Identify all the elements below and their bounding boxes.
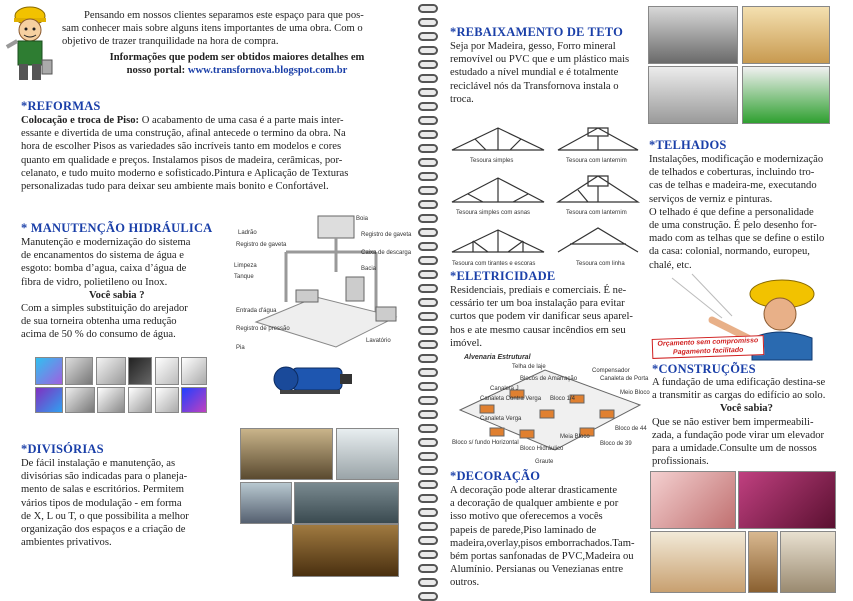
- alvenaria-label: Bloco de 44: [615, 426, 647, 432]
- construcoes-title: *CONSTRUÇÕES: [652, 362, 756, 376]
- divisorias-line: divisórias são indicadas para o planeja-: [21, 471, 188, 483]
- spiral-binding: [418, 0, 438, 600]
- truss-label: Tesoura com lanternim: [566, 158, 627, 164]
- hidraulica-line: esgoto: bomba d’agua, caixa d’água de: [21, 263, 187, 275]
- telhados-body: [649, 153, 849, 272]
- spiral-coil-icon: [418, 480, 438, 489]
- divisorias-title: *DIVISÓRIAS: [21, 442, 104, 456]
- divisorias-line: De fácil instalação e manutenção, as: [21, 458, 176, 469]
- telhados-line: de uma construção. É pelo desenho for-: [649, 220, 817, 232]
- teto-line: reciclável nós da Transfornova instala o: [450, 80, 619, 92]
- decor-photo: [650, 471, 736, 529]
- spiral-coil-icon: [418, 18, 438, 27]
- reformas-subtitle: Colocação e troca de Piso:: [21, 115, 140, 126]
- telhados-line: cas de telhas e madeira-me, executando: [649, 180, 817, 192]
- alvenaria-label: Canaleta Contra Verga: [480, 396, 542, 402]
- ceiling-photo: [742, 6, 830, 64]
- spiral-coil-icon: [418, 256, 438, 265]
- spiral-coil-icon: [418, 592, 438, 601]
- decoracao-title: *DECORAÇÃO: [450, 469, 541, 483]
- budget-stamp: [652, 335, 765, 359]
- decor-photo: [748, 531, 778, 593]
- construcoes-line: A fundação de uma edificação destina-se: [652, 377, 826, 388]
- teto-line: removível ou PVC que e um plástico mais: [450, 54, 630, 66]
- truss-label: Tesoura simples com asnas: [456, 210, 531, 216]
- truss-diagrams: [448, 120, 648, 275]
- portal-link[interactable]: www.transfornova.blogspot.com.br: [187, 65, 348, 77]
- faucet-photo: [65, 387, 95, 413]
- alvenaria-label: Meia Bloco: [560, 434, 590, 440]
- spiral-coil-icon: [418, 32, 438, 41]
- decor-photo: [650, 531, 746, 593]
- telhados-line: mado com as telhas que se define o estilo: [649, 233, 825, 245]
- eletricidade-line: cessário ter um boa instalação para evitar: [450, 298, 625, 310]
- spiral-coil-icon: [418, 326, 438, 335]
- alvenaria-label: Canaleta de Porta: [600, 376, 649, 382]
- spiral-coil-icon: [418, 60, 438, 69]
- spiral-coil-icon: [418, 494, 438, 503]
- alvenaria-label: Telha de laje: [512, 364, 546, 370]
- faucet-photo: [181, 387, 207, 413]
- divisorias-body: [21, 457, 221, 549]
- intro-portal-prefix: nosso portal:: [126, 65, 188, 77]
- construcoes-body: [652, 376, 850, 468]
- spiral-coil-icon: [418, 46, 438, 55]
- office-photo: [336, 428, 399, 480]
- hidraulica-line: fibra de vidro, polietileno ou Inox.: [21, 276, 168, 288]
- construcoes-line: Que se não estiver bem impermeabili-: [652, 416, 814, 428]
- spiral-coil-icon: [418, 452, 438, 461]
- worker-mascot-icon: [2, 2, 58, 84]
- teto-line: estudado a nível mundial e é totalmente: [450, 67, 619, 79]
- spiral-coil-icon: [418, 354, 438, 363]
- spiral-coil-icon: [418, 158, 438, 167]
- truss-label: Tesoura com lanternim: [566, 210, 627, 216]
- spiral-coil-icon: [418, 228, 438, 237]
- construcoes-line: a transmitir as cargas do edifício ao solo.: [652, 390, 826, 402]
- spiral-coil-icon: [418, 270, 438, 279]
- hidraulica-sabia: Você sabia ?: [89, 289, 145, 301]
- hidraulica-line: de sua torneira obtenha uma redução: [21, 316, 177, 328]
- alvenaria-label: Graute: [535, 459, 554, 465]
- ceiling-photo: [648, 66, 738, 124]
- plumbing-label: Ladrão: [238, 230, 257, 236]
- construcoes-line: profissionais.: [652, 456, 709, 468]
- plumbing-diagram: [226, 212, 416, 357]
- teto-line: Seja por Madeira, gesso, Forro mineral: [450, 41, 616, 52]
- office-photo: [240, 428, 333, 480]
- hidraulica-line: de encanamentos do sistema de água e: [21, 250, 184, 262]
- spiral-coil-icon: [418, 522, 438, 531]
- telhados-title: *TELHADOS: [649, 138, 727, 152]
- alvenaria-label: Meio Bloco: [620, 390, 650, 396]
- faucet-photo: [96, 357, 126, 385]
- decoracao-line: bém portas sanfonadas de PVC,Madeira ou: [450, 551, 634, 563]
- decoracao-line: madeira,overlay,pisos emborrachados.Tam-: [450, 537, 635, 549]
- spiral-coil-icon: [418, 242, 438, 251]
- hidraulica-body: [21, 236, 221, 342]
- plumbing-label: Pia: [236, 345, 245, 351]
- divisorias-line: vários tipos de modulação - em forma: [21, 497, 182, 509]
- alvenaria-label: Bloco 1/4: [550, 396, 576, 402]
- spiral-coil-icon: [418, 4, 438, 13]
- spiral-coil-icon: [418, 550, 438, 559]
- decoracao-line: outros.: [450, 577, 480, 589]
- intro-line: Pensando em nossos clientes separamos este espaço para que pos-: [84, 10, 364, 21]
- telhados-line: chalé, etc.: [649, 259, 692, 271]
- spiral-coil-icon: [418, 396, 438, 405]
- alvenaria-label: Compensador: [592, 368, 630, 374]
- spiral-coil-icon: [418, 298, 438, 307]
- alvenaria-label: Canaleta Verga: [480, 416, 522, 422]
- reformas-line: celanato, e tudo muito moderno e sofisticado.Pintura e Aplicação de Texturas: [21, 167, 349, 179]
- faucet-photo: [128, 357, 152, 385]
- plumbing-label: Entrada d'água: [236, 308, 277, 314]
- reformas-line: quanto em qualidade e preços. Instalamos pisos de madeira, cerâmicas, por-: [21, 154, 343, 166]
- stamp-line: Pagamento facilitado: [672, 346, 744, 357]
- alvenaria-diagram: [450, 350, 650, 468]
- decoracao-line: A decoração pode alterar drasticamente: [450, 485, 618, 496]
- construcoes-line: zada, a fundação pode virar um elevador: [652, 429, 825, 441]
- decoracao-line: papeis de parede,Piso laminado de: [450, 524, 597, 536]
- spiral-coil-icon: [418, 410, 438, 419]
- intro-info: Informações que podem ser obtidos maiores detalhes em: [109, 52, 365, 63]
- eletricidade-title: *ELETRICIDADE: [450, 269, 556, 283]
- ceiling-photo: [648, 6, 738, 64]
- telhados-line: O telhado é que define a personalidade: [649, 206, 814, 218]
- plumbing-label: Boia: [356, 216, 369, 222]
- reformas-title: *REFORMAS: [21, 99, 101, 113]
- reformas-line: essante e divertida de uma construção, afinal antecede o termino da obra. Na: [21, 128, 346, 140]
- alvenaria-title: Alvenaria Estrutural: [464, 354, 531, 361]
- divisorias-line: de X, L ou T, o que possibilita a melhor: [21, 510, 189, 522]
- decoracao-line: isso motivo que oferecemos a vocês: [450, 511, 603, 523]
- spiral-coil-icon: [418, 382, 438, 391]
- telhados-line: serviços de verniz e pinturas.: [649, 193, 773, 205]
- teto-title: *REBAIXAMENTO DE TETO: [450, 25, 623, 39]
- telhados-line: Instalações, modificação e modernização: [649, 154, 824, 165]
- plumbing-label: Registro de gaveta: [236, 242, 287, 248]
- spiral-coil-icon: [418, 284, 438, 293]
- decoracao-line: a decoração de qualquer ambiente e por: [450, 498, 619, 510]
- eletricidade-line: imóvel.: [450, 337, 483, 349]
- spiral-coil-icon: [418, 466, 438, 475]
- spiral-coil-icon: [418, 508, 438, 517]
- alvenaria-label: Blocos de Amarração: [520, 376, 578, 382]
- hidraulica-line: acima de 50 % do consumo de água.: [21, 329, 176, 341]
- hidraulica-line: Com a simples substituição do arejador: [21, 303, 188, 315]
- construcoes-line: para a umidade.Consulte um de nossos: [652, 443, 817, 455]
- faucet-photo: [128, 387, 152, 413]
- faucet-photo: [35, 387, 63, 413]
- faucet-photo: [35, 357, 63, 385]
- divisorias-line: organização dos espaços e a criação de: [21, 524, 186, 536]
- faucet-photo: [155, 387, 179, 413]
- spiral-coil-icon: [418, 424, 438, 433]
- reformas-line: personalizadas tudo para deixar seu ambiente mais bonito e Confortável.: [21, 181, 329, 193]
- alvenaria-label: Bloco de 39: [600, 441, 632, 447]
- spiral-coil-icon: [418, 74, 438, 83]
- hidraulica-line: Manutenção e modernização do sistema: [21, 237, 191, 248]
- spiral-coil-icon: [418, 144, 438, 153]
- stamp-line: Orçamento sem compromisso: [657, 337, 759, 348]
- spiral-coil-icon: [418, 102, 438, 111]
- spiral-coil-icon: [418, 438, 438, 447]
- truss-label: Tesoura simples: [470, 158, 514, 164]
- spiral-coil-icon: [418, 536, 438, 545]
- intro-line: objetivo de trazer tranquilidade na hora de compra.: [62, 36, 279, 48]
- teto-body: [450, 40, 645, 106]
- truss-label: Tesoura com linha: [576, 261, 625, 267]
- eletricidade-body: [450, 284, 650, 350]
- spiral-coil-icon: [418, 214, 438, 223]
- plumbing-label: Registro de gaveta: [361, 232, 412, 238]
- reformas-line: hora de escolher Pisos as variedades são incríveis tanto em modelos e cores: [21, 141, 342, 153]
- eletricidade-line: curtos que podem vir danificar seus aparel-: [450, 311, 633, 323]
- spiral-coil-icon: [418, 578, 438, 587]
- telhados-line: da casa: colonial, normando, europeu,: [649, 246, 810, 258]
- alvenaria-label: Canaleta J: [490, 386, 519, 392]
- office-photo: [292, 524, 399, 577]
- eletricidade-line: hos e ate mesmo causar incêndios em seu: [450, 324, 626, 336]
- eletricidade-line: Residenciais, prediais e comerciais. É ne-: [450, 285, 627, 296]
- spiral-coil-icon: [418, 116, 438, 125]
- alvenaria-label: Bloco Hidráulico: [520, 446, 564, 452]
- spiral-coil-icon: [418, 312, 438, 321]
- divisorias-line: mento de salas e escritórios. Permitem: [21, 484, 184, 496]
- spiral-coil-icon: [418, 186, 438, 195]
- spiral-coil-icon: [418, 200, 438, 209]
- decor-photo: [738, 471, 836, 529]
- intro-line: sam conhecer mais sobre alguns itens importantes de uma obra. Com o: [62, 23, 363, 35]
- spiral-coil-icon: [418, 340, 438, 349]
- hidraulica-title: * MANUTENÇÃO HIDRÁULICA: [21, 221, 213, 235]
- truss-label: Tesoura com tirantes e escoras: [452, 261, 536, 267]
- office-photo: [294, 482, 399, 524]
- plumbing-label: Registro de pressão: [236, 326, 290, 332]
- plumbing-label: Caixa de descarga: [361, 250, 412, 256]
- plumbing-label: Lavatório: [366, 338, 391, 344]
- plumbing-label: Limpeza: [234, 263, 257, 269]
- spiral-coil-icon: [418, 172, 438, 181]
- telhados-line: de telhados e coberturas, incluindo tro-: [649, 167, 815, 179]
- construcoes-sabia: Você sabia?: [720, 403, 773, 415]
- faucet-photo: [97, 387, 125, 413]
- decor-photo: [780, 531, 836, 593]
- spiral-coil-icon: [418, 88, 438, 97]
- spiral-coil-icon: [418, 130, 438, 139]
- ceiling-photo: [742, 66, 830, 124]
- faucet-photo: [181, 357, 207, 385]
- divisorias-line: ambientes privativos.: [21, 537, 112, 549]
- plumbing-label: Bacia: [361, 266, 377, 272]
- plumbing-label: Tanque: [234, 274, 254, 280]
- spiral-coil-icon: [418, 564, 438, 573]
- faucet-photo: [65, 357, 93, 385]
- reformas-body: [21, 114, 416, 193]
- reformas-line: O acabamento de uma casa é a parte mais inter-: [139, 115, 344, 126]
- alvenaria-label: Bloco s/ fundo Horizontal: [452, 440, 519, 446]
- office-photo: [240, 482, 292, 524]
- faucet-photo: [155, 357, 179, 385]
- spiral-coil-icon: [418, 368, 438, 377]
- teto-line: troca.: [450, 93, 474, 105]
- decoracao-line: Alumínio. Persianas ou Venezianas entre: [450, 564, 624, 576]
- water-pump-icon: [272, 362, 354, 396]
- decoracao-body: [450, 484, 648, 590]
